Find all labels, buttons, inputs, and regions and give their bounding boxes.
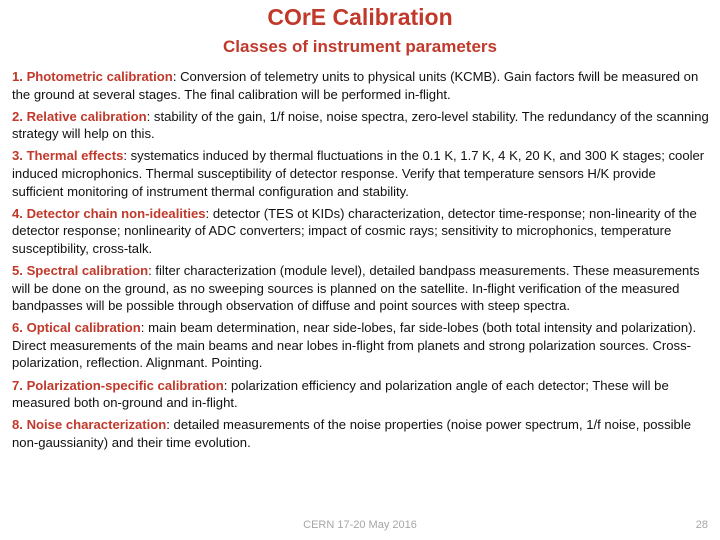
- item-text: : Conversion of telemetry units to physical units (KCMB). Gain factors fwill be measured on the ground at several stages. The final calibration will be performed in-flight.: [12, 69, 699, 102]
- slide-footer: [0, 519, 720, 539]
- item-number: 5.: [12, 262, 27, 278]
- item-term: Detector chain non-idealities: [26, 205, 206, 221]
- item-text: : filter characterization (module level), detailed bandpass measurements. These measurements will be done on the ground, as no sweeping sources is planned on the satellite. In-flight verification of the measured bandpasses will be possible through observation of diffuse and point sources with steep spectra.: [12, 262, 700, 314]
- item-number: 4.: [12, 205, 27, 221]
- parameter-list: [12, 68, 710, 456]
- item-term: Spectral calibration: [26, 262, 149, 278]
- item-number: 2.: [12, 108, 27, 124]
- list-item: [12, 108, 710, 143]
- item-term: Noise characterization: [26, 417, 167, 433]
- item-term: Thermal effects: [26, 148, 124, 164]
- item-text: : stability of the gain, 1/f noise, noise spectra, zero-level stability. The redundancy of the scanning strategy will help on this.: [12, 108, 709, 142]
- slide-subtitle: Classes of instrument parameters: [223, 37, 497, 56]
- footer-event-text: CERN 17-20 May 2016: [303, 519, 417, 531]
- page-number: 28: [695, 519, 708, 531]
- list-item: [12, 262, 710, 315]
- slide-title: COrE Calibration: [267, 4, 453, 30]
- item-number: 1.: [12, 69, 27, 84]
- list-item: [12, 377, 710, 412]
- list-item: [12, 205, 710, 258]
- item-number: 7.: [12, 377, 27, 393]
- item-number: 3.: [12, 148, 27, 164]
- list-item: [12, 147, 710, 200]
- item-number: 8.: [12, 417, 27, 433]
- item-term: Photometric calibration: [26, 69, 173, 84]
- list-item: [12, 416, 710, 451]
- list-item: [12, 68, 710, 103]
- item-text: : detector (TES ot KIDs) characterization, detector time-response; non-linearity of the detector response; nonlinearity of ADC converters; impact of cosmic rays; sensitivity to microphonics, temperature susceptibility, cross-talk.: [12, 205, 697, 256]
- item-text: : detailed measurements of the noise properties (noise power spectrum, 1/f noise, possible non-gaussianity) and their time evolution.: [12, 417, 692, 450]
- item-term: Polarization-specific calibration: [26, 377, 224, 393]
- item-term: Optical calibration: [26, 320, 141, 336]
- item-text: : polarization efficiency and polarization angle of each detector; These will be measured both on-ground and in-flight.: [12, 377, 669, 411]
- item-text: : main beam determination, near side-lobes, far side-lobes (both total intensity and polarization). Direct measurements of the main beams and near lobes in-flight from planets and strong polarization sources. Cross-polarization, reflection. Alignmant. Pointing.: [12, 320, 697, 371]
- item-text: : systematics induced by thermal fluctuations in the 0.1 K, 1.7 K, 4 K, 20 K, and 300 K stages; cooler induced microphonics. Thermal susceptibility of detector response. Verify that temperature sensors H/K provide sufficient monitoring of instrument thermal configuration and stability.: [12, 148, 705, 199]
- item-number: 6.: [12, 320, 27, 336]
- list-item: [12, 319, 710, 372]
- item-term: Relative calibration: [26, 108, 147, 124]
